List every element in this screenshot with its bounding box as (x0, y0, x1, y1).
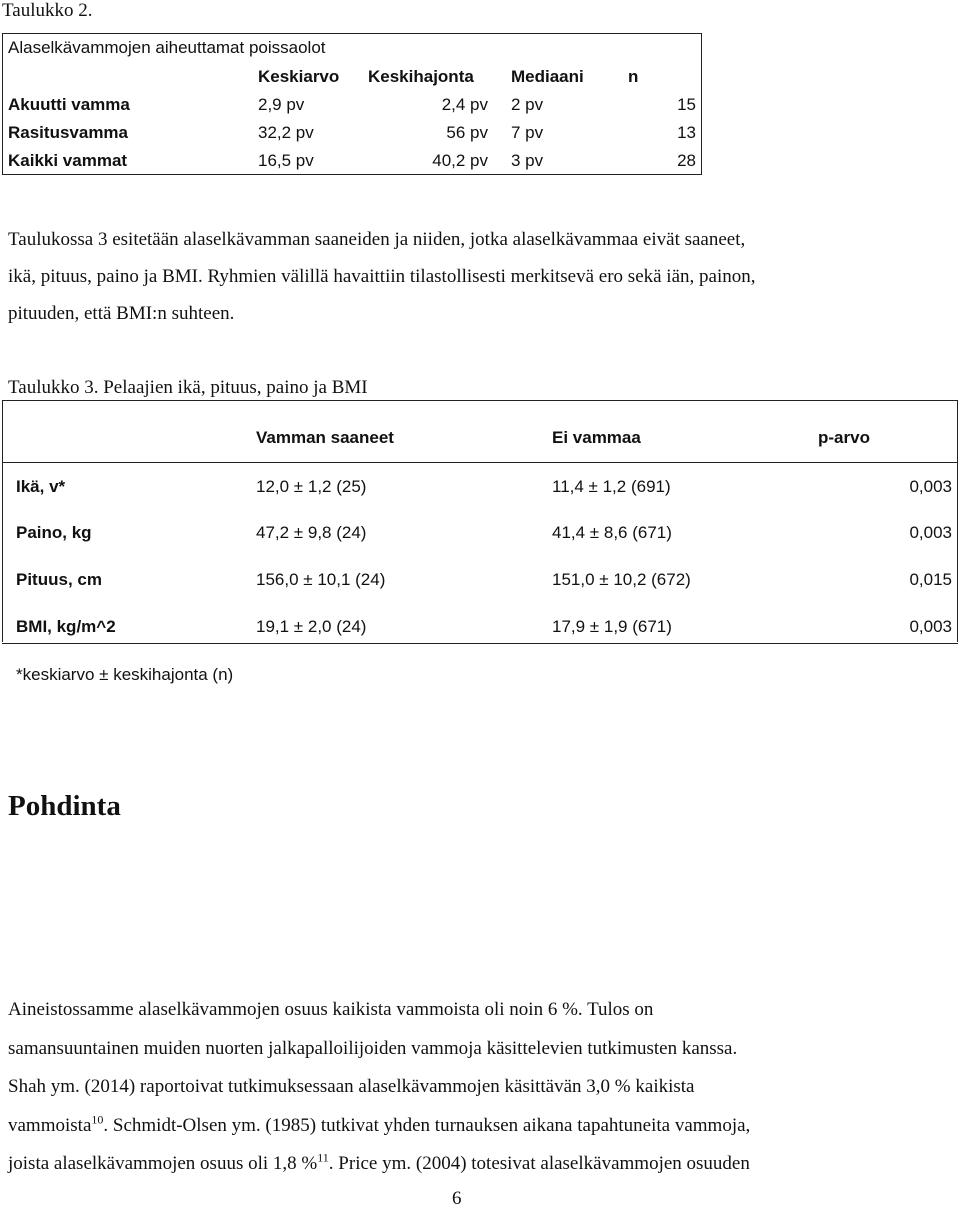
section-line-text: . Schmidt-Olsen ym. (1985) tutkivat yhden turnauksen aikana tapahtuneita vammoja, (103, 1115, 751, 1136)
table2-cell-median: 2 pv (511, 95, 544, 114)
table2-header-sd: Keskihajonta (368, 67, 474, 86)
table2-cell-n: 13 (677, 123, 696, 142)
section-line-text: vammoista (8, 1115, 92, 1136)
table2-cell-mean: 32,2 pv (258, 123, 314, 142)
table3-cell-none: 17,9 ± 1,9 (671) (552, 617, 672, 636)
section-line: samansuuntainen muiden nuorten jalkapalloilijoiden vammoja käsittelevien tutkimusten kanssa. (8, 1038, 738, 1059)
table3-cell-none: 11,4 ± 1,2 (691) (552, 477, 671, 496)
table3-row-label: Pituus, cm (16, 570, 102, 589)
citation-superscript: 11 (317, 1150, 329, 1165)
table3-divider (2, 462, 958, 463)
table3-cell-p: 0,003 (909, 617, 952, 636)
section-line-text: joista alaselkävammojen osuus oli 1,8 % (8, 1153, 318, 1174)
table3-cell-injured: 47,2 ± 9,8 (24) (256, 523, 367, 542)
table3-header-p: p-arvo (818, 428, 870, 447)
table3-row-label: Paino, kg (16, 523, 92, 542)
table3-cell-injured: 19,1 ± 2,0 (24) (256, 617, 367, 636)
table2-cell-sd: 40,2 pv (432, 151, 488, 170)
section-heading: Pohdinta (8, 790, 121, 822)
table2-header-n: n (628, 67, 639, 86)
table2-cell-n: 28 (677, 151, 696, 170)
table3-bottom-rule (2, 643, 958, 644)
paragraph-line: Taulukossa 3 esitetään alaselkävamman saaneiden ja niiden, jotka alaselkävammaa eivät saaneet, (8, 229, 746, 250)
table3-cell-none: 41,4 ± 8,6 (671) (552, 523, 672, 542)
table3-row-label: Ikä, v* (16, 477, 66, 496)
paragraph-line: ikä, pituus, paino ja BMI. Ryhmien välillä havaittiin tilastollisesti merkitsevä ero sekä iän, painon, (8, 266, 756, 287)
table3 (2, 400, 958, 642)
page-number: 6 (452, 1188, 462, 1209)
table2-row-label: Rasitusvamma (8, 123, 129, 142)
section-line (8, 1112, 751, 1137)
table3-header-none: Ei vammaa (552, 428, 641, 447)
table2-cell-n: 15 (677, 95, 696, 114)
table2-title: Alaselkävammojen aiheuttamat poissaolot (8, 38, 326, 57)
section-line (8, 1150, 750, 1175)
table2-row-label: Akuutti vamma (8, 95, 130, 114)
table2-caption: Taulukko 2. (2, 0, 93, 21)
section-line: Aineistossamme alaselkävammojen osuus kaikista vammoista oli noin 6 %. Tulos on (8, 999, 654, 1020)
table2-cell-median: 7 pv (511, 123, 544, 142)
table2-cell-mean: 2,9 pv (258, 95, 305, 114)
table2-cell-sd: 56 pv (446, 123, 488, 142)
table2-cell-median: 3 pv (511, 151, 544, 170)
table3-cell-p: 0,003 (909, 477, 952, 496)
section-line-text: . Price ym. (2004) totesivat alaselkävammojen osuuden (328, 1153, 750, 1174)
table3-cell-none: 151,0 ± 10,2 (672) (552, 570, 691, 589)
table2-cell-sd: 2,4 pv (441, 95, 488, 114)
table3-row-label: BMI, kg/m^2 (16, 617, 116, 636)
table3-cell-injured: 156,0 ± 10,1 (24) (256, 570, 386, 589)
table3-header-injured: Vamman saaneet (256, 428, 394, 447)
table3-cell-p: 0,015 (909, 570, 952, 589)
table2-cell-mean: 16,5 pv (258, 151, 314, 170)
table2-header-median: Mediaani (511, 67, 584, 86)
table3-caption: Taulukko 3. Pelaajien ikä, pituus, paino ja BMI (8, 377, 368, 398)
section-line: Shah ym. (2014) raportoivat tutkimuksessaan alaselkävammojen käsittävän 3,0 % kaikista (8, 1076, 695, 1097)
table2-header-mean: Keskiarvo (258, 67, 340, 86)
table3-footnote: *keskiarvo ± keskihajonta (n) (16, 665, 234, 684)
paragraph-line: pituuden, että BMI:n suhteen. (8, 303, 235, 324)
citation-superscript: 10 (91, 1112, 104, 1127)
table3-cell-injured: 12,0 ± 1,2 (25) (256, 477, 367, 496)
table2-row-label: Kaikki vammat (8, 151, 128, 170)
table3-cell-p: 0,003 (909, 523, 952, 542)
